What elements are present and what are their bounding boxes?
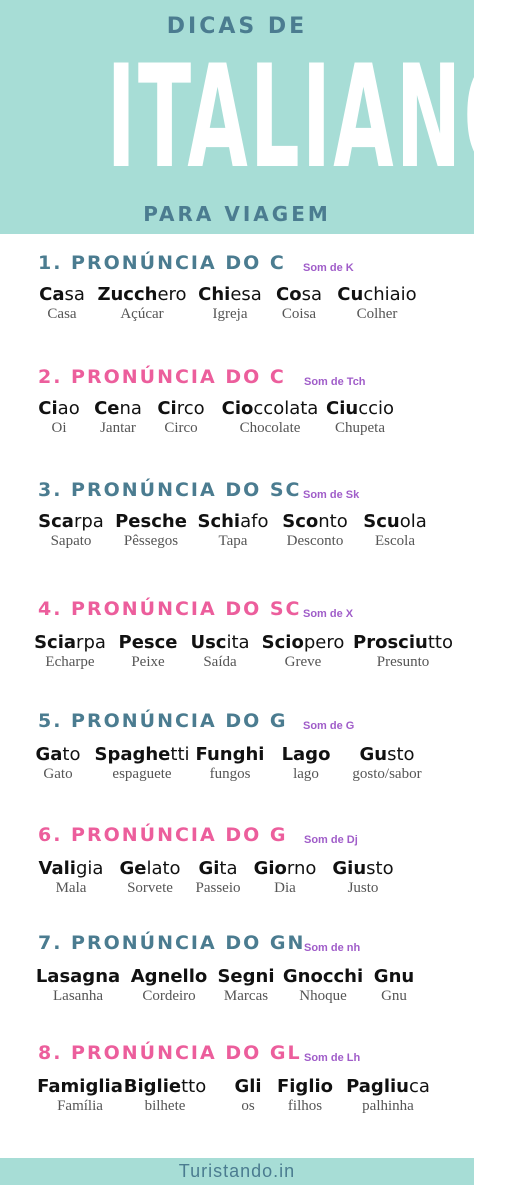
word-rest: tto <box>427 632 453 653</box>
portuguese-translation: Nhoque <box>299 988 347 1004</box>
highlighted-sound: Agnello <box>130 966 208 987</box>
italian-word <box>343 632 463 653</box>
highlighted-sound: Cio <box>221 398 254 419</box>
portuguese-translation: Gato <box>43 766 73 782</box>
portuguese-translation: Casa <box>47 306 77 322</box>
highlighted-sound: Prosciu <box>353 632 428 653</box>
highlighted-sound: Pesche <box>115 511 187 532</box>
word-pair <box>317 284 437 323</box>
highlighted-sound: Ga <box>35 744 63 765</box>
portuguese-translation: Passeio <box>195 880 241 896</box>
section-title: 2. PRONÚNCIA DO C <box>38 366 286 388</box>
highlighted-sound: Gnu <box>373 966 415 987</box>
word-pair <box>334 966 454 1005</box>
word-rest: ero <box>157 284 187 305</box>
highlighted-sound: Famiglia <box>37 1076 123 1097</box>
word-pair <box>303 858 423 897</box>
portuguese-translation: fungos <box>209 766 251 782</box>
italian-word <box>334 966 454 987</box>
word-rest: na <box>119 398 142 419</box>
word-rest: rno <box>286 858 317 879</box>
portuguese-translation: Igreja <box>212 306 248 322</box>
italian-word <box>327 744 447 765</box>
highlighted-sound: Biglie <box>123 1076 182 1097</box>
highlighted-sound: Sco <box>282 511 319 532</box>
highlighted-sound: Co <box>276 284 302 305</box>
header-title: ITALIANO <box>106 35 532 200</box>
portuguese-translation: Jantar <box>100 420 136 436</box>
word-rest: chiaio <box>363 284 417 305</box>
section-title: 6. PRONÚNCIA DO G <box>38 824 288 846</box>
portuguese-translation: Greve <box>284 654 322 670</box>
portuguese-translation: Marcas <box>223 988 269 1004</box>
portuguese-translation: Lasanha <box>53 988 103 1004</box>
italian-word <box>300 398 420 419</box>
portuguese-translation: Chocolate <box>239 420 301 436</box>
word-rest: tti <box>170 744 190 765</box>
highlighted-sound: Pagliu <box>346 1076 409 1097</box>
portuguese-translation: bilhete <box>144 1098 186 1114</box>
portuguese-translation: Saída <box>203 654 237 670</box>
highlighted-sound: Ca <box>39 284 65 305</box>
portuguese-translation: gosto/sabor <box>352 766 422 782</box>
word-rest: ola <box>399 511 427 532</box>
section-title: 4. PRONÚNCIA DO SC <box>38 598 302 620</box>
highlighted-sound: Zucch <box>97 284 158 305</box>
portuguese-translation: Pêssegos <box>123 533 179 549</box>
portuguese-translation: filhos <box>287 1098 323 1114</box>
sound-note: Som de Tch <box>304 376 366 388</box>
highlighted-sound: Scio <box>261 632 304 653</box>
word-rest: rpa <box>73 511 104 532</box>
portuguese-translation: Coisa <box>281 306 317 322</box>
word-rest: ccolata <box>253 398 319 419</box>
highlighted-sound: Lago <box>281 744 331 765</box>
header-subtitle: PARA VIAGEM <box>143 202 331 226</box>
highlighted-sound: Scia <box>34 632 77 653</box>
section-title: 5. PRONÚNCIA DO G <box>38 710 288 732</box>
highlighted-sound: Giu <box>332 858 367 879</box>
word-rest: rco <box>176 398 205 419</box>
portuguese-translation: Echarpe <box>45 654 95 670</box>
italian-word <box>335 511 455 532</box>
highlighted-sound: Spaghe <box>94 744 171 765</box>
highlighted-sound: Gio <box>253 858 287 879</box>
portuguese-translation: lago <box>293 766 319 782</box>
portuguese-translation: Tapa <box>218 533 248 549</box>
highlighted-sound: Cu <box>337 284 364 305</box>
word-pair <box>343 632 463 671</box>
highlighted-sound: Vali <box>38 858 76 879</box>
highlighted-sound: Figlio <box>276 1076 334 1097</box>
footer-bar <box>0 1158 474 1185</box>
word-rest: esa <box>230 284 262 305</box>
portuguese-translation: palhinha <box>362 1098 414 1114</box>
word-rest: lato <box>146 858 181 879</box>
sound-note: Som de Dj <box>304 834 358 846</box>
highlighted-sound: Gnocchi <box>282 966 364 987</box>
word-rest: to <box>62 744 81 765</box>
word-pair <box>300 398 420 437</box>
word-rest: sto <box>387 744 415 765</box>
highlighted-sound: Chi <box>198 284 231 305</box>
section-title: 7. PRONÚNCIA DO GN <box>38 932 306 954</box>
footer-brand: Turistando.in <box>178 1161 296 1181</box>
word-rest: nto <box>318 511 348 532</box>
highlighted-sound: Schi <box>197 511 241 532</box>
highlighted-sound: Ciu <box>325 398 359 419</box>
word-pair <box>328 1076 448 1115</box>
section-title: 1. PRONÚNCIA DO C <box>38 252 286 274</box>
word-pair <box>327 744 447 783</box>
portuguese-translation: Presunto <box>376 654 430 670</box>
word-rest: sto <box>366 858 394 879</box>
portuguese-translation: espaguete <box>112 766 172 782</box>
portuguese-translation: Desconto <box>286 533 344 549</box>
word-rest: ccio <box>358 398 394 419</box>
portuguese-translation: os <box>241 1098 255 1114</box>
portuguese-translation: Açúcar <box>120 306 164 322</box>
section-title: 3. PRONÚNCIA DO SC <box>38 479 302 501</box>
sound-note: Som de Lh <box>304 1052 361 1064</box>
sound-note: Som de Sk <box>303 489 360 501</box>
portuguese-translation: Sorvete <box>127 880 173 896</box>
highlighted-sound: Usc <box>190 632 227 653</box>
portuguese-translation: Gnu <box>381 988 407 1004</box>
portuguese-translation: Família <box>57 1098 103 1114</box>
portuguese-translation: Cordeiro <box>142 988 196 1004</box>
highlighted-sound: Ci <box>38 398 58 419</box>
portuguese-translation: Peixe <box>131 654 165 670</box>
portuguese-translation: Chupeta <box>335 420 385 436</box>
header-banner <box>0 0 532 234</box>
italian-word <box>303 858 423 879</box>
word-rest: ta <box>219 858 238 879</box>
highlighted-sound: Gli <box>234 1076 262 1097</box>
portuguese-translation: Escola <box>375 533 415 549</box>
highlighted-sound: Sca <box>38 511 74 532</box>
italian-word <box>317 284 437 305</box>
portuguese-translation: Dia <box>274 880 296 896</box>
word-rest: sa <box>301 284 322 305</box>
word-rest: ao <box>57 398 80 419</box>
highlighted-sound: Lasagna <box>35 966 121 987</box>
word-rest: ca <box>408 1076 430 1097</box>
portuguese-translation: Sapato <box>50 533 92 549</box>
portuguese-translation: Mala <box>55 880 87 896</box>
sound-note: Som de nh <box>304 942 361 954</box>
highlighted-sound: Ci <box>157 398 177 419</box>
portuguese-translation: Justo <box>347 880 379 896</box>
word-rest: ita <box>226 632 250 653</box>
highlighted-sound: Ge <box>119 858 147 879</box>
sound-note: Som de G <box>303 720 355 732</box>
portuguese-translation: Oi <box>51 420 67 436</box>
sound-note: Som de K <box>303 262 354 274</box>
section-title: 8. PRONÚNCIA DO GL <box>38 1042 302 1064</box>
highlighted-sound: Ce <box>94 398 120 419</box>
word-rest: rpa <box>76 632 106 653</box>
word-rest: tto <box>181 1076 207 1097</box>
highlighted-sound: Scu <box>363 511 400 532</box>
sound-note: Som de X <box>303 608 354 620</box>
word-rest: pero <box>303 632 345 653</box>
highlighted-sound: Gi <box>198 858 220 879</box>
highlighted-sound: Segni <box>217 966 275 987</box>
highlighted-sound: Funghi <box>195 744 265 765</box>
portuguese-translation: Colher <box>356 306 398 322</box>
portuguese-translation: Circo <box>164 420 198 436</box>
word-rest: sa <box>64 284 85 305</box>
italian-word <box>328 1076 448 1097</box>
header-top-text: DICAS DE <box>166 14 308 39</box>
word-pair <box>335 511 455 550</box>
highlighted-sound: Gu <box>359 744 388 765</box>
word-rest: afo <box>240 511 269 532</box>
word-rest: gia <box>75 858 104 879</box>
highlighted-sound: Pesce <box>118 632 178 653</box>
